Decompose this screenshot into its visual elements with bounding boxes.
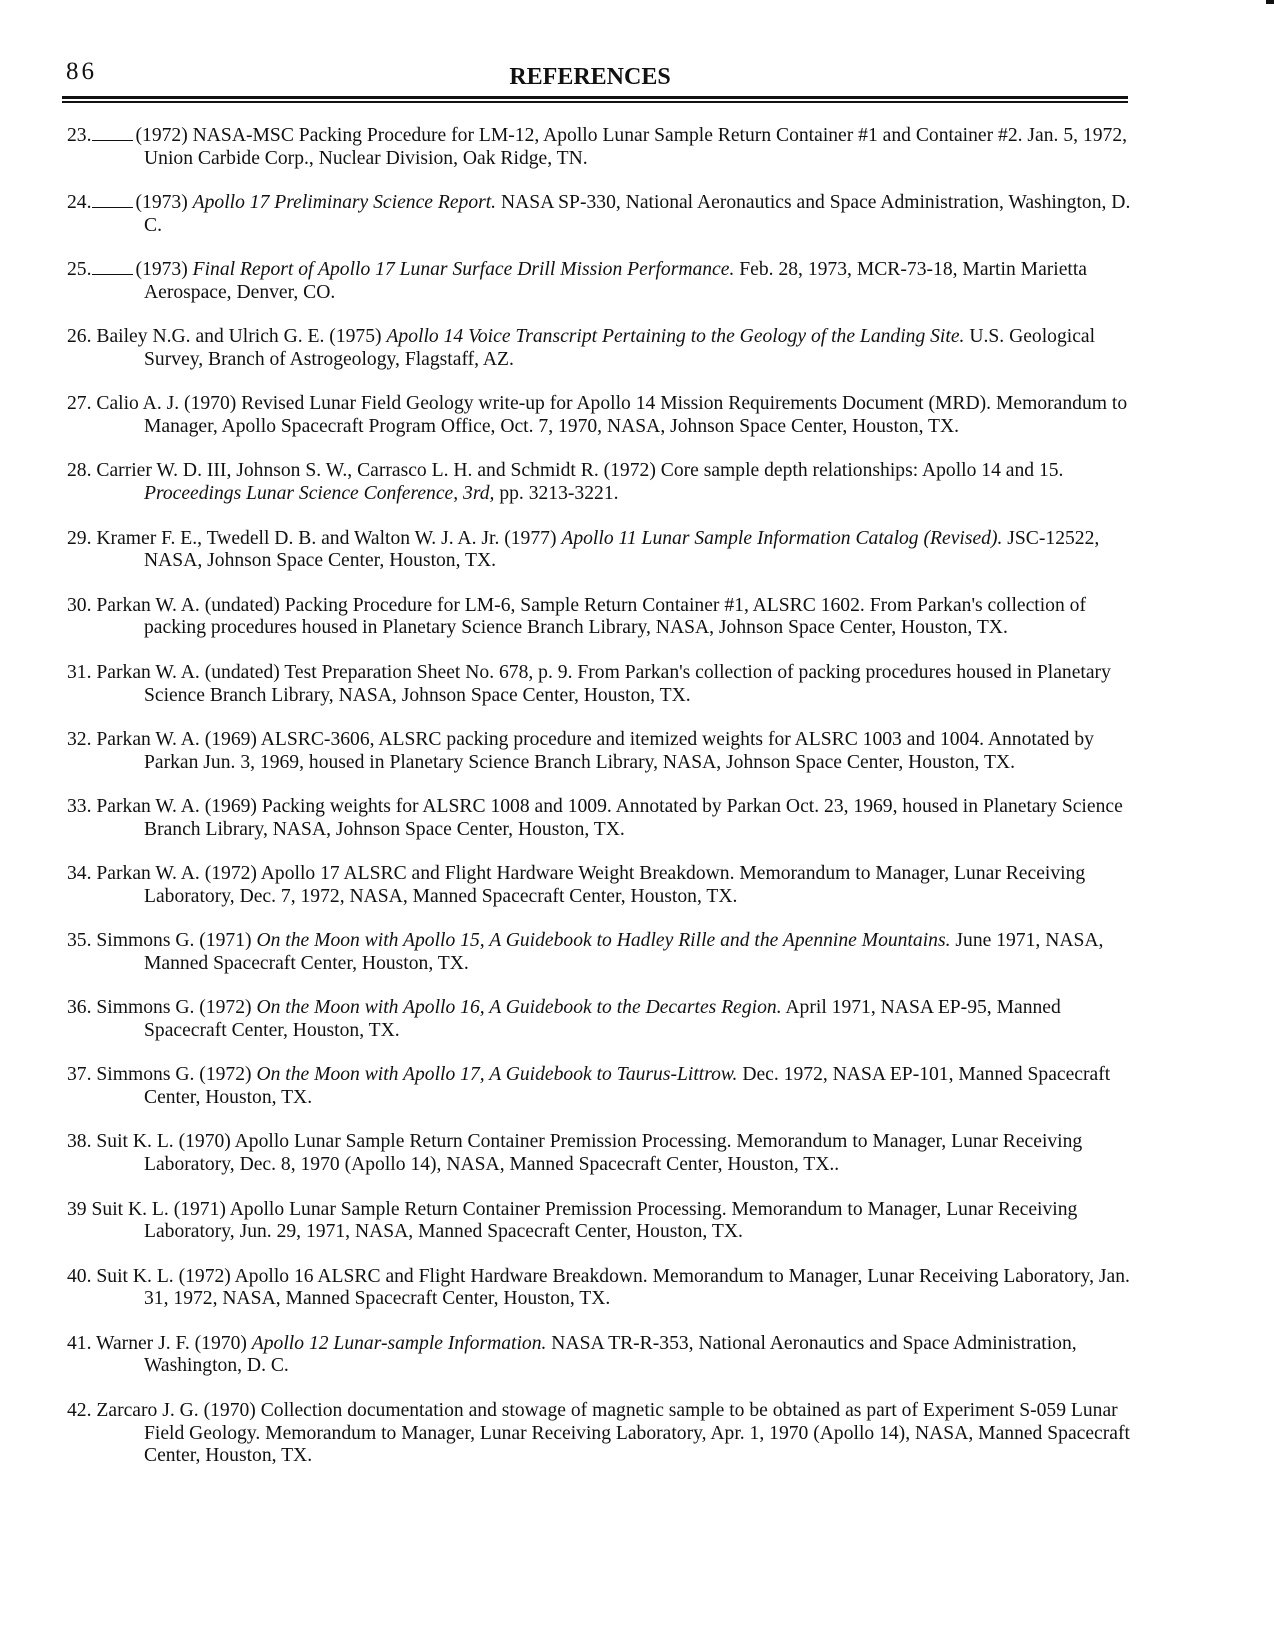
reference-entry — [67, 192, 1137, 238]
reference-text: Carrier W. D. III, Johnson S. W., Carrasco L. H. and Schmidt R. (1972) Core sample depth relationships: Apollo 14 and 15. — [96, 460, 1064, 482]
reference-text: JSC-12522, NASA, Johnson Space Center, Houston, TX. — [144, 527, 1100, 572]
reference-text: Simmons G. (1971) — [96, 930, 257, 952]
reference-number: 24. — [67, 192, 92, 214]
reference-title: Apollo 14 Voice Transcript Pertaining to the Geology of the Landing Site. — [386, 326, 965, 348]
page-title: REFERENCES — [509, 64, 671, 90]
reference-text: Warner J. F. (1970) — [96, 1332, 252, 1354]
reference-title: On the Moon with Apollo 16, A Guidebook to the Decartes Region. — [256, 997, 782, 1019]
reference-text: Calio A. J. (1970) Revised Lunar Field Geology write-up for Apollo 14 Mission Requirements Document (MRD). Memorandum to Manager, Apollo Spacecraft Program Office, Oct. 7, 1970, NASA, Johnson Space Center, Houston, TX. — [96, 393, 1128, 438]
reference-entry — [67, 595, 1137, 641]
page-number: 86 — [66, 58, 97, 85]
reference-number: 42. — [67, 1399, 92, 1421]
reference-number: 34. — [67, 863, 92, 885]
reference-text: Feb. 28, 1973, MCR-73-18, Martin Marietta Aerospace, Denver, CO. — [144, 259, 1088, 303]
reference-text: Simmons G. (1972) — [96, 1064, 257, 1086]
reference-text: pp. 3213-3221. — [494, 483, 619, 505]
reference-text: Parkan W. A. (undated) Packing Procedure for LM-6, Sample Return Container #1, ALSRC 1602. From Parkan's collection of packing procedures housed in Planetary Science Branch Library, NASA, Johnson Space Center, Houston, TX. — [96, 594, 1086, 639]
reference-number: 38. — [67, 1131, 92, 1153]
reference-entry — [67, 930, 1137, 976]
author-blank-line — [92, 260, 133, 275]
reference-number: 39 — [67, 1198, 87, 1220]
author-blank-line — [92, 126, 133, 141]
reference-text: Parkan W. A. (1969) Packing weights for ALSRC 1008 and 1009. Annotated by Parkan Oct. 23, 1969, housed in Planetary Science Branch Library, NASA, Johnson Space Center, Houston, TX. — [96, 795, 1123, 840]
reference-text: Parkan W. A. (1969) ALSRC-3606, ALSRC packing procedure and itemized weights for ALSRC 1003 and 1004. Annotated by Parkan Jun. 3, 1969, housed in Planetary Science Branch Library, NASA, Johnson Space Center, Houston, TX. — [96, 728, 1094, 773]
reference-entry — [67, 528, 1137, 574]
reference-number: 25. — [67, 259, 92, 281]
header-rule-secondary — [62, 101, 1128, 103]
reference-text: June 1971, NASA, Manned Spacecraft Center, Houston, TX. — [144, 930, 1104, 974]
reference-number: 41. — [67, 1332, 92, 1354]
reference-title: Apollo 12 Lunar-sample Information. — [251, 1332, 547, 1354]
reference-entry — [67, 662, 1137, 708]
reference-entry — [67, 729, 1137, 775]
reference-entry — [67, 1064, 1137, 1110]
reference-entry — [67, 1131, 1137, 1177]
reference-title: On the Moon with Apollo 15, A Guidebook to Hadley Rille and the Apennine Mountains. — [256, 930, 951, 952]
reference-entry — [67, 1266, 1137, 1312]
reference-title: On the Moon with Apollo 17, A Guidebook to Taurus-Littrow. — [256, 1064, 738, 1086]
reference-entry — [67, 997, 1137, 1043]
reference-number: 30. — [67, 594, 92, 616]
reference-number: 35. — [67, 930, 92, 952]
reference-entry — [67, 1400, 1137, 1468]
reference-entry — [67, 125, 1137, 171]
author-blank-line — [92, 193, 133, 208]
reference-entry — [67, 393, 1137, 439]
reference-text: April 1971, NASA EP-95, Manned Spacecraft Center, Houston, TX. — [144, 997, 1061, 1042]
reference-number: 23. — [67, 125, 92, 146]
reference-entry — [67, 796, 1137, 842]
reference-text: (1972) NASA-MSC Packing Procedure for LM-12, Apollo Lunar Sample Return Container #1 and Container #2. Jan. 5, 1972, Union Carbide Corp., Nuclear Division, Oak Ridge, TN. — [135, 125, 1128, 169]
reference-number: 31. — [67, 661, 92, 683]
scan-edge-mark — [1266, 0, 1274, 4]
reference-number: 33. — [67, 795, 92, 817]
reference-text: NASA SP-330, National Aeronautics and Space Administration, Washington, D. C. — [144, 192, 1131, 236]
reference-text: NASA TR-R-353, National Aeronautics and Space Administration, Washington, D. C. — [144, 1332, 1077, 1377]
reference-text: (1973) — [135, 259, 193, 281]
reference-title: Proceedings Lunar Science Conference, 3rd, — [144, 483, 495, 505]
reference-entry — [67, 1199, 1137, 1245]
reference-entry — [67, 460, 1137, 506]
reference-text: Suit K. L. (1972) Apollo 16 ALSRC and Flight Hardware Breakdown. Memorandum to Manager, Lunar Receiving Laboratory, Jan. 31, 1972, NASA, Manned Spacecraft Center, Houston, TX. — [96, 1265, 1130, 1310]
reference-text: Kramer F. E., Twedell D. B. and Walton W. J. A. Jr. (1977) — [96, 527, 562, 549]
reference-list — [67, 125, 1137, 1490]
reference-number: 28. — [67, 460, 92, 482]
reference-title: Apollo 11 Lunar Sample Information Catalog (Revised). — [561, 527, 1003, 549]
reference-number: 27. — [67, 393, 92, 415]
reference-text: Parkan W. A. (undated) Test Preparation Sheet No. 678, p. 9. From Parkan's collection of packing procedures housed in Planetary Science Branch Library, NASA, Johnson Space Center, Houston, TX. — [96, 661, 1111, 706]
reference-text: Simmons G. (1972) — [96, 997, 257, 1019]
reference-title: Final Report of Apollo 17 Lunar Surface Drill Mission Performance. — [192, 259, 735, 281]
header-rule — [62, 96, 1128, 99]
reference-text: U.S. Geological Survey, Branch of Astrogeology, Flagstaff, AZ. — [144, 326, 1096, 371]
reference-entry — [67, 1333, 1137, 1379]
reference-text: Parkan W. A. (1972) Apollo 17 ALSRC and Flight Hardware Weight Breakdown. Memorandum to Manager, Lunar Receiving Laboratory, Dec. 7, 1972, NASA, Manned Spacecraft Center, Houston, TX. — [96, 863, 1086, 907]
reference-number: 32. — [67, 728, 92, 750]
reference-number: 36. — [67, 997, 92, 1019]
reference-text: Bailey N.G. and Ulrich G. E. (1975) — [96, 326, 387, 348]
reference-number: 40. — [67, 1265, 92, 1287]
reference-entry — [67, 259, 1137, 305]
reference-number: 26. — [67, 326, 92, 348]
reference-number: 37. — [67, 1064, 92, 1086]
reference-text: (1973) — [135, 192, 193, 214]
reference-text: Zarcaro J. G. (1970) Collection documentation and stowage of magnetic sample to be obtained as part of Experiment S-059 Lunar Field Geology. Memorandum to Manager, Lunar Receiving Laboratory, Apr. 1, 1970 (Apollo 14), NASA, Manned Spacecraft Center, Houston, TX. — [96, 1399, 1130, 1467]
reference-text: Dec. 1972, NASA EP-101, Manned Spacecraft Center, Houston, TX. — [144, 1064, 1111, 1109]
reference-title: Apollo 17 Preliminary Science Report. — [192, 192, 497, 214]
reference-number: 29. — [67, 527, 92, 549]
reference-text: Suit K. L. (1971) Apollo Lunar Sample Return Container Premission Processing. Memorandum to Manager, Lunar Receiving Laboratory, Jun. 29, 1971, NASA, Manned Spacecraft Center, Houston, TX. — [91, 1198, 1078, 1243]
reference-text: Suit K. L. (1970) Apollo Lunar Sample Return Container Premission Processing. Memorandum to Manager, Lunar Receiving Laboratory, Dec. 8, 1970 (Apollo 14), NASA, Manned Spacecraft Center, Houston, TX.. — [96, 1131, 1083, 1176]
reference-entry — [67, 863, 1137, 909]
reference-entry — [67, 326, 1137, 372]
